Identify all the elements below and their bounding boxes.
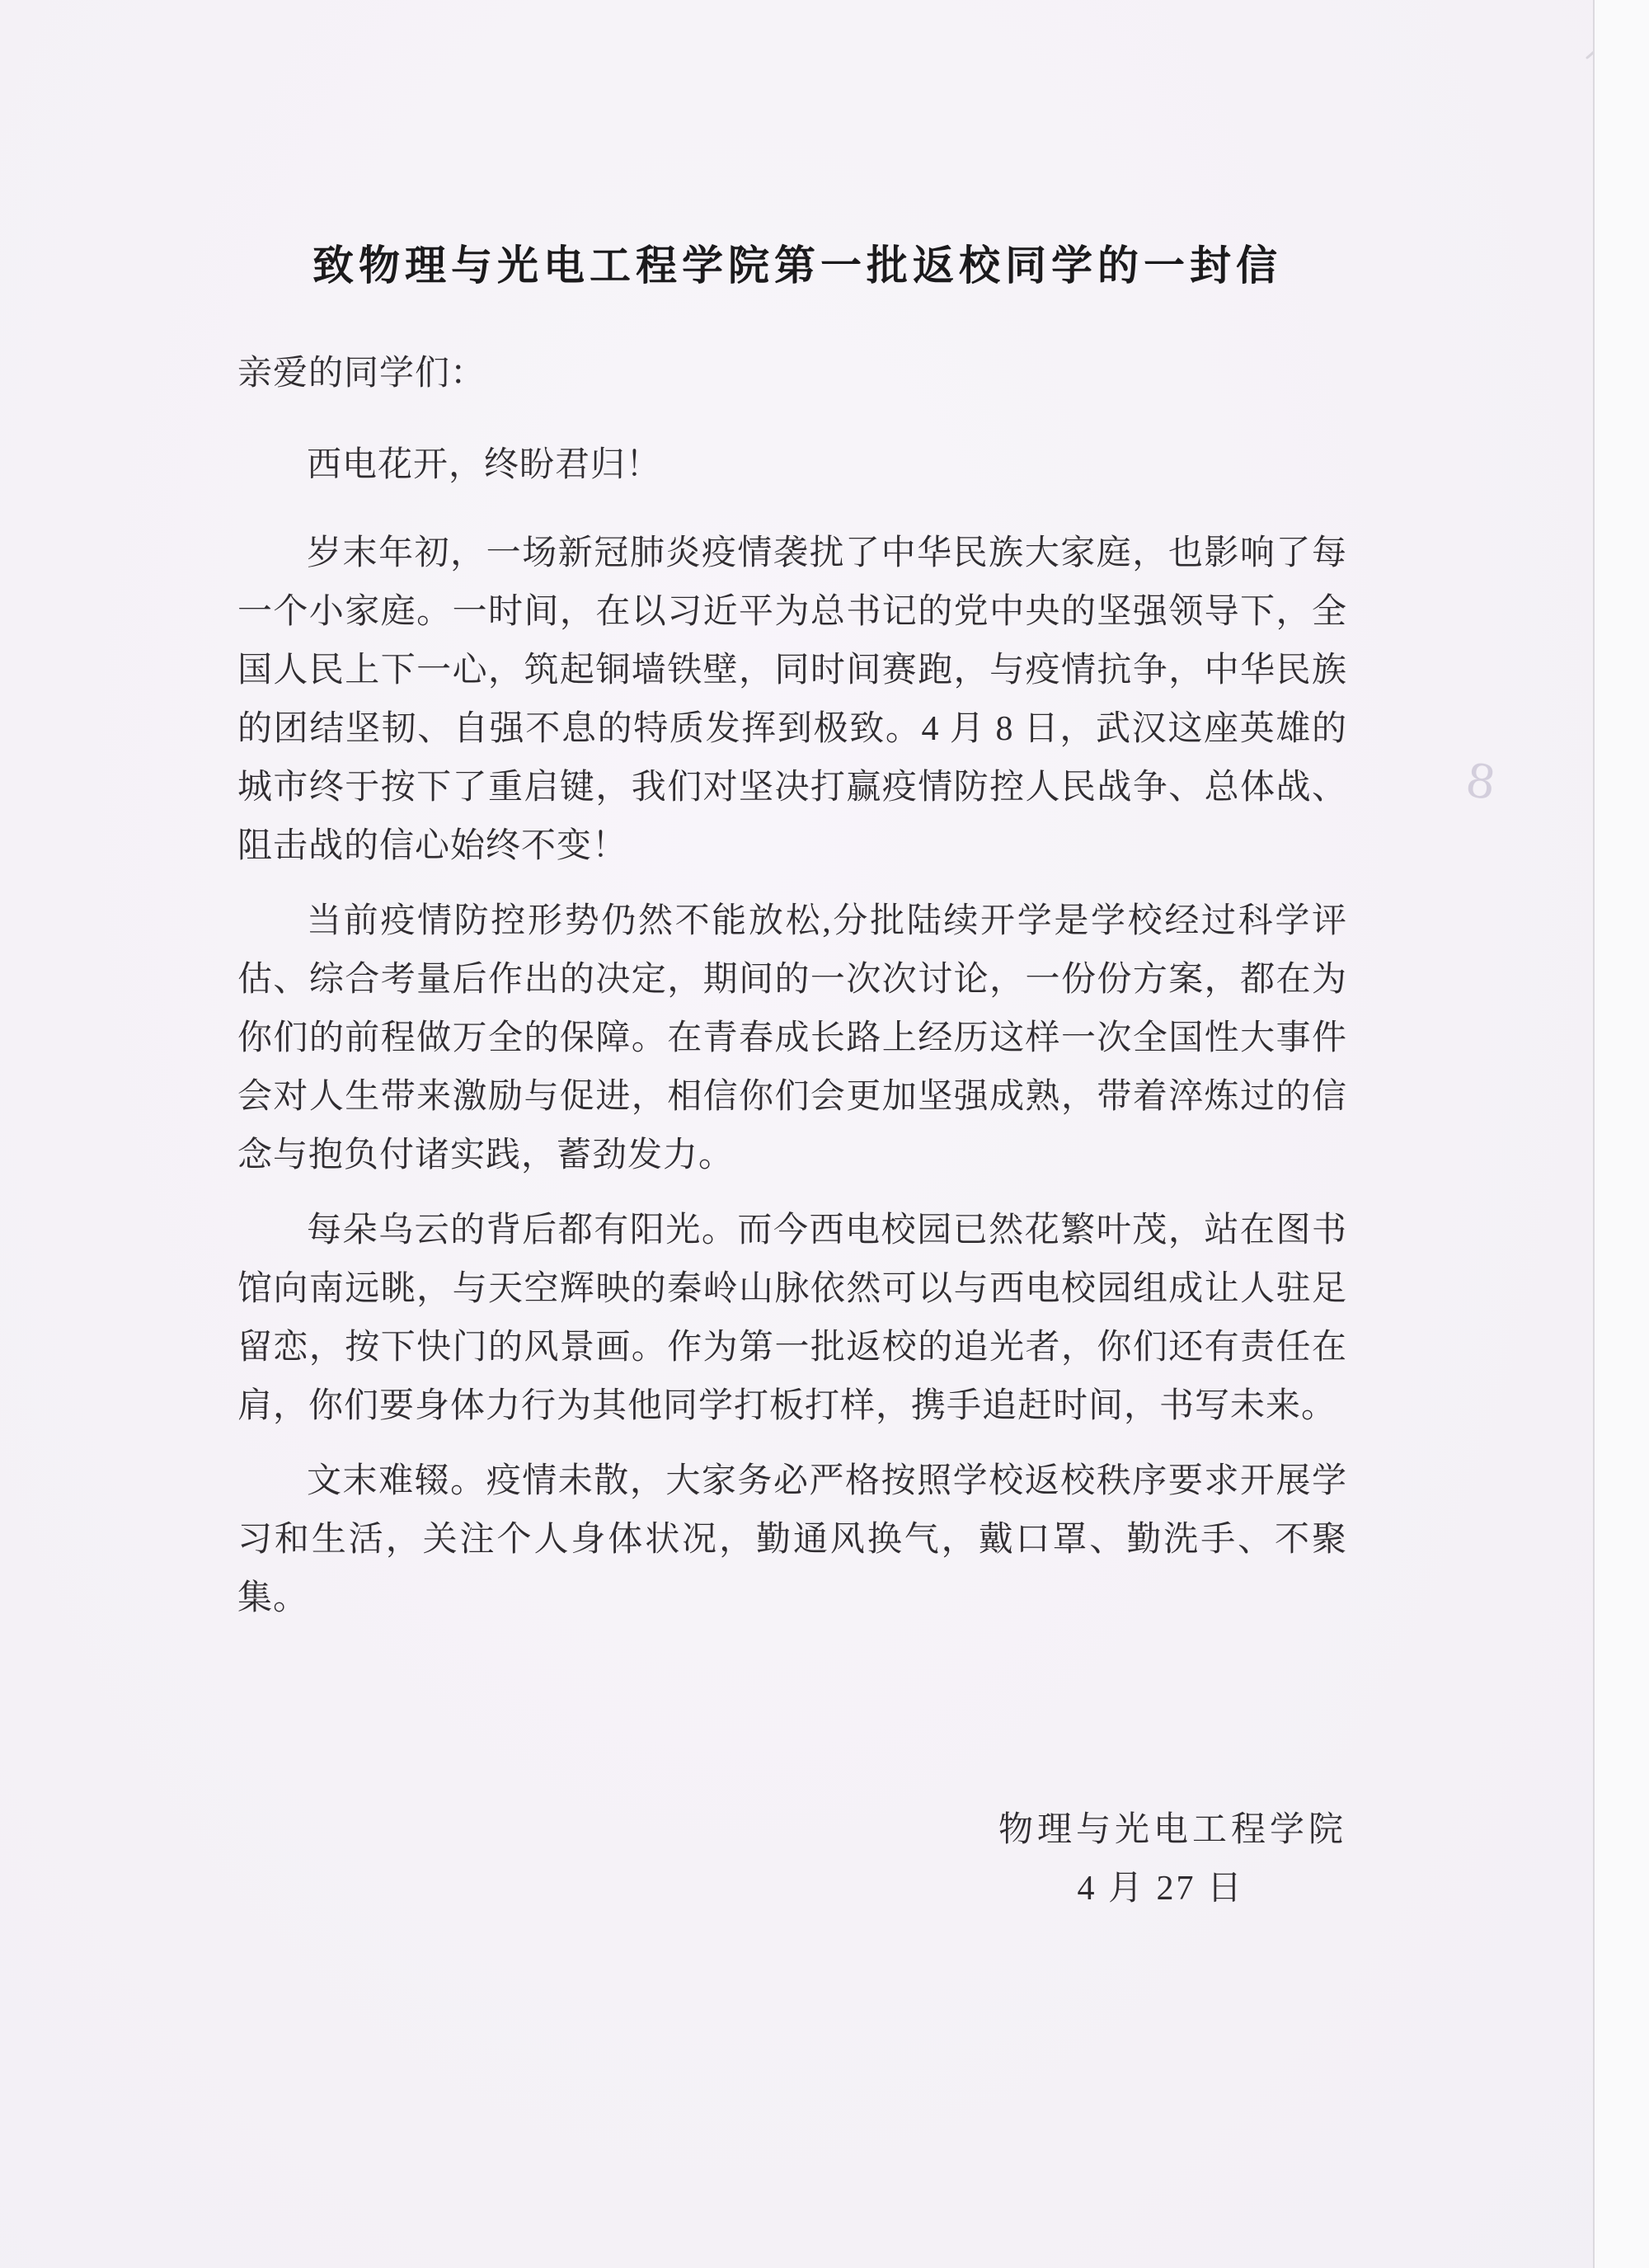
signature-block — [237, 1801, 1347, 1918]
letter-paragraph: 每朵乌云的背后都有阳光。而今西电校园已然花繁叶茂，站在图书馆向南远眺，与天空辉映的秦岭山脉依然可以与西电校园组成让人驻足留恋，按下快门的风景画。作为第一批返校的追光者，你们还有责任在肩，你们要身体力行为其他同学打板打样，携手追赶时间，书写未来。 — [237, 1212, 1347, 1425]
scanner-edge-strip — [1593, 0, 1649, 2268]
salutation: 亲爱的同学们： — [237, 355, 486, 393]
letter-paragraph: 西电花开，终盼君归！ — [307, 446, 662, 484]
letter-title: 致物理与光电工程学院第一批返校同学的一封信 — [312, 242, 1282, 289]
handwritten-mark: 8 — [1462, 753, 1499, 812]
letter-paragraph: 当前疫情防控形势仍然不能放松,分批陆续开学是学校经过科学评估、综合考量后作出的决定，期间的一次次讨论，一份份方案，都在为你们的前程做万全的保障。在青春成长路上经历这样一次全国性大事件会对人生带来激励与促进，相信你们会更加坚强成熟，带着淬炼过的信念与抱负付诸实践，蓄劲发力。 — [237, 902, 1347, 1174]
signature-name: 物理与光电工程学院 — [998, 1811, 1347, 1849]
letter-paragraph: 岁末年初，一场新冠肺炎疫情袭扰了中华民族大家庭，也影响了每一个小家庭。一时间，在以习近平为总书记的党中央的坚强领导下，全国人民上下一心，筑起铜墙铁壁，同时间赛跑，与疫情抗争，中华民族的团结坚韧、自强不息的特质发挥到极致。4 月 8 日，武汉这座英雄的城市终于按下了重启键，我们对坚决打赢疫情防控人民战争、总体战、阻击战的信心始终不变！ — [237, 534, 1347, 865]
signature-date: 4 月 27 日 — [1077, 1870, 1244, 1908]
letter-body — [237, 345, 1347, 1918]
letter-paragraph: 文末难辍。疫情未散，大家务必严格按照学校返校秩序要求开展学习和生活，关注个人身体状况，勤通风换气，戴口罩、勤洗手、不聚集。 — [237, 1462, 1347, 1617]
